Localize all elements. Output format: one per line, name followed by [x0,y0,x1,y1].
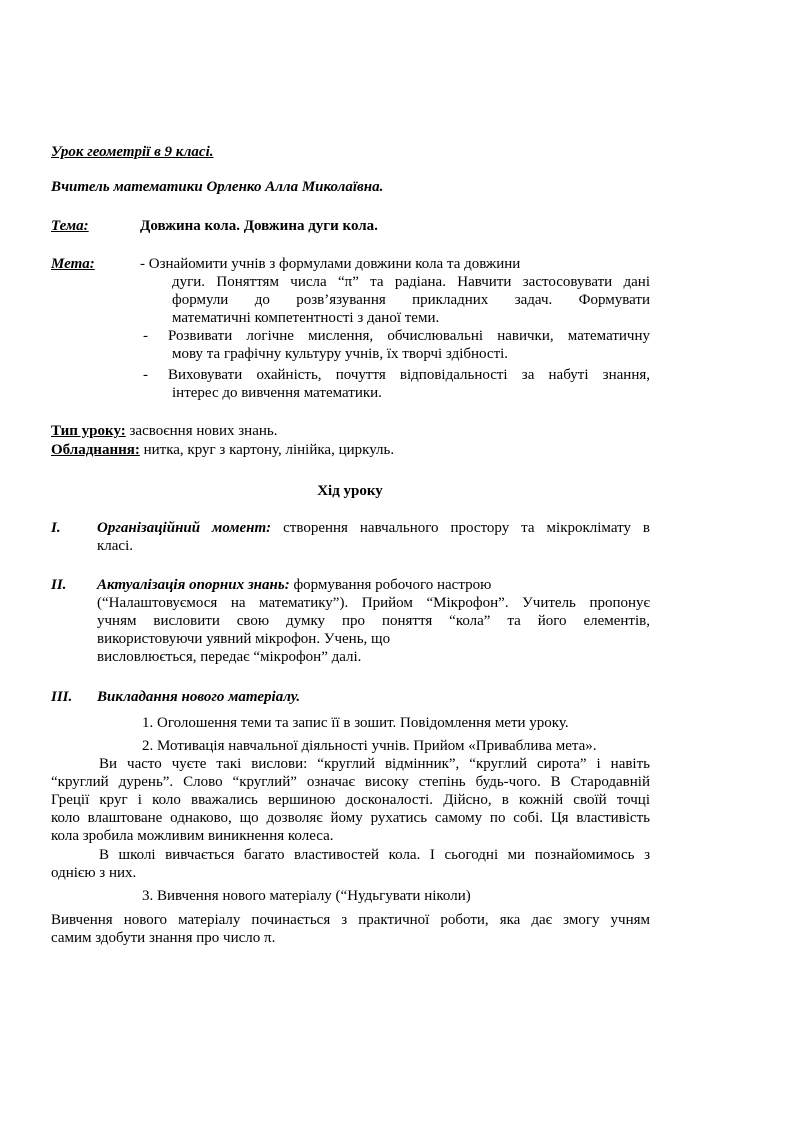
goal-item2-line: Розвивати логічне мислення, обчислювальні навички, математичну [168,328,650,344]
goal-item2 [168,327,650,363]
goal-item2-dash: - [143,328,148,344]
section2-line: висловлюється, передає “мікрофон” далі. [97,649,362,665]
goal-item1-rest [172,273,650,327]
goal-item1-first-line: - Ознайомити учнів з формулами довжини кола та довжини [140,256,521,272]
goal-item2-line: мову та графічну культуру учнів, їх творчі здібності. [172,346,509,362]
lesson-type-label: Тип уроку: [51,423,126,439]
section3-paragraph1-line: коло влаштоване однаково, що дозволяє йому рухатись самому по собі. Ця властивість [51,810,650,826]
goal-item1-line: дуги. Поняттям числа “π” та радіана. Навчити застосовувати дані [172,274,650,290]
topic-value: Довжина кола. Довжина дуги кола. [140,218,378,234]
section3-paragraph1-line: “круглий дурень”. Слово “круглий” означає високу степінь будь-чого. В Стародавній [51,774,650,790]
section1 [97,519,650,555]
section2-body [97,594,650,666]
section3-paragraph3 [51,911,650,947]
section2-line: (“Налаштовуємося на математику”). Прийом “Мікрофон”. Учитель пропонує [97,595,650,611]
section1-line2: класі. [97,538,134,554]
section3-paragraph2-line: В школі вивчається багато властивостей кола. І сьогодні ми познайомимось з [99,847,650,863]
section1-line [97,519,650,537]
section2-first-line [97,576,491,594]
section3-number: III. [51,689,73,705]
equipment-value: нитка, круг з картону, лінійка, циркуль. [139,442,395,458]
lesson-type [51,422,277,440]
section3-paragraph1-line: Ви часто чуєте такі вислови: “круглий відмінник”, “круглий сирота” і навіть [99,756,650,772]
equipment [51,441,394,459]
goal-item3-line: інтерес до вивчення математики. [172,385,382,401]
section2-title: Актуалізація опорних знань: [97,577,290,593]
section3-paragraph2-line: однією з них. [51,865,137,881]
teacher-name: Вчитель математики Орленко Алла Миколаївна. [51,179,384,195]
goal-item3-line: Виховувати охайність, почуття відповідальності за набуті знання, [168,367,650,383]
topic-label: Тема: [51,218,89,234]
section3-step1: 1. Оголошення теми та запис її в зошит. Повідомлення мети уроку. [142,715,569,731]
goal-item1-line: математичні компетентності з даної теми. [172,310,440,326]
section2-number: II. [51,577,67,593]
section2-line: учням висловити свою думку про поняття “кола” та його елементів, [97,613,650,629]
equipment-label: Обладнання: [51,442,140,458]
section2-line1-rest: формування робочого настрою [289,577,492,593]
section1-title: Організаційний момент: [97,520,272,536]
course-heading: Хід уроку [317,483,383,499]
goal-label: Мета: [51,256,95,272]
section3-paragraph2 [51,846,650,882]
goal-item1-line: формули до розв’язування прикладних задач. Формувати [172,292,650,308]
section1-number: I. [51,520,61,536]
goal-item3-dash: - [143,367,148,383]
section3-paragraph1-line: Греції круг і коло вважались вершиною досконалості. Дійсно, в кожній своїй точці [51,792,650,808]
section1-line1-rest: створення навчального простору та мікроклімату в [271,520,650,536]
section3-paragraph1-line: кола зробила можливим виникнення колеса. [51,828,334,844]
section3-paragraph1 [51,755,650,845]
section3-paragraph3-line: самим здобути знання про число π. [51,930,276,946]
section2-line: використовуючи уявний мікрофон. Учень, що [97,631,391,647]
lesson-title: Урок геометрії в 9 класі. [51,144,214,160]
goal-item3 [168,366,650,402]
section3-step2: 2. Мотивація навчальної діяльності учнів. Прийом «Приваблива мета». [142,738,597,754]
lesson-type-value: засвоєння нових знань. [125,423,278,439]
section3-step3: 3. Вивчення нового матеріалу (“Нудьгувати ніколи) [142,888,471,904]
section3-title: Викладання нового матеріалу. [97,689,301,705]
section3-paragraph3-line: Вивчення нового матеріалу починається з практичної роботи, яка дає змогу учням [51,912,650,928]
